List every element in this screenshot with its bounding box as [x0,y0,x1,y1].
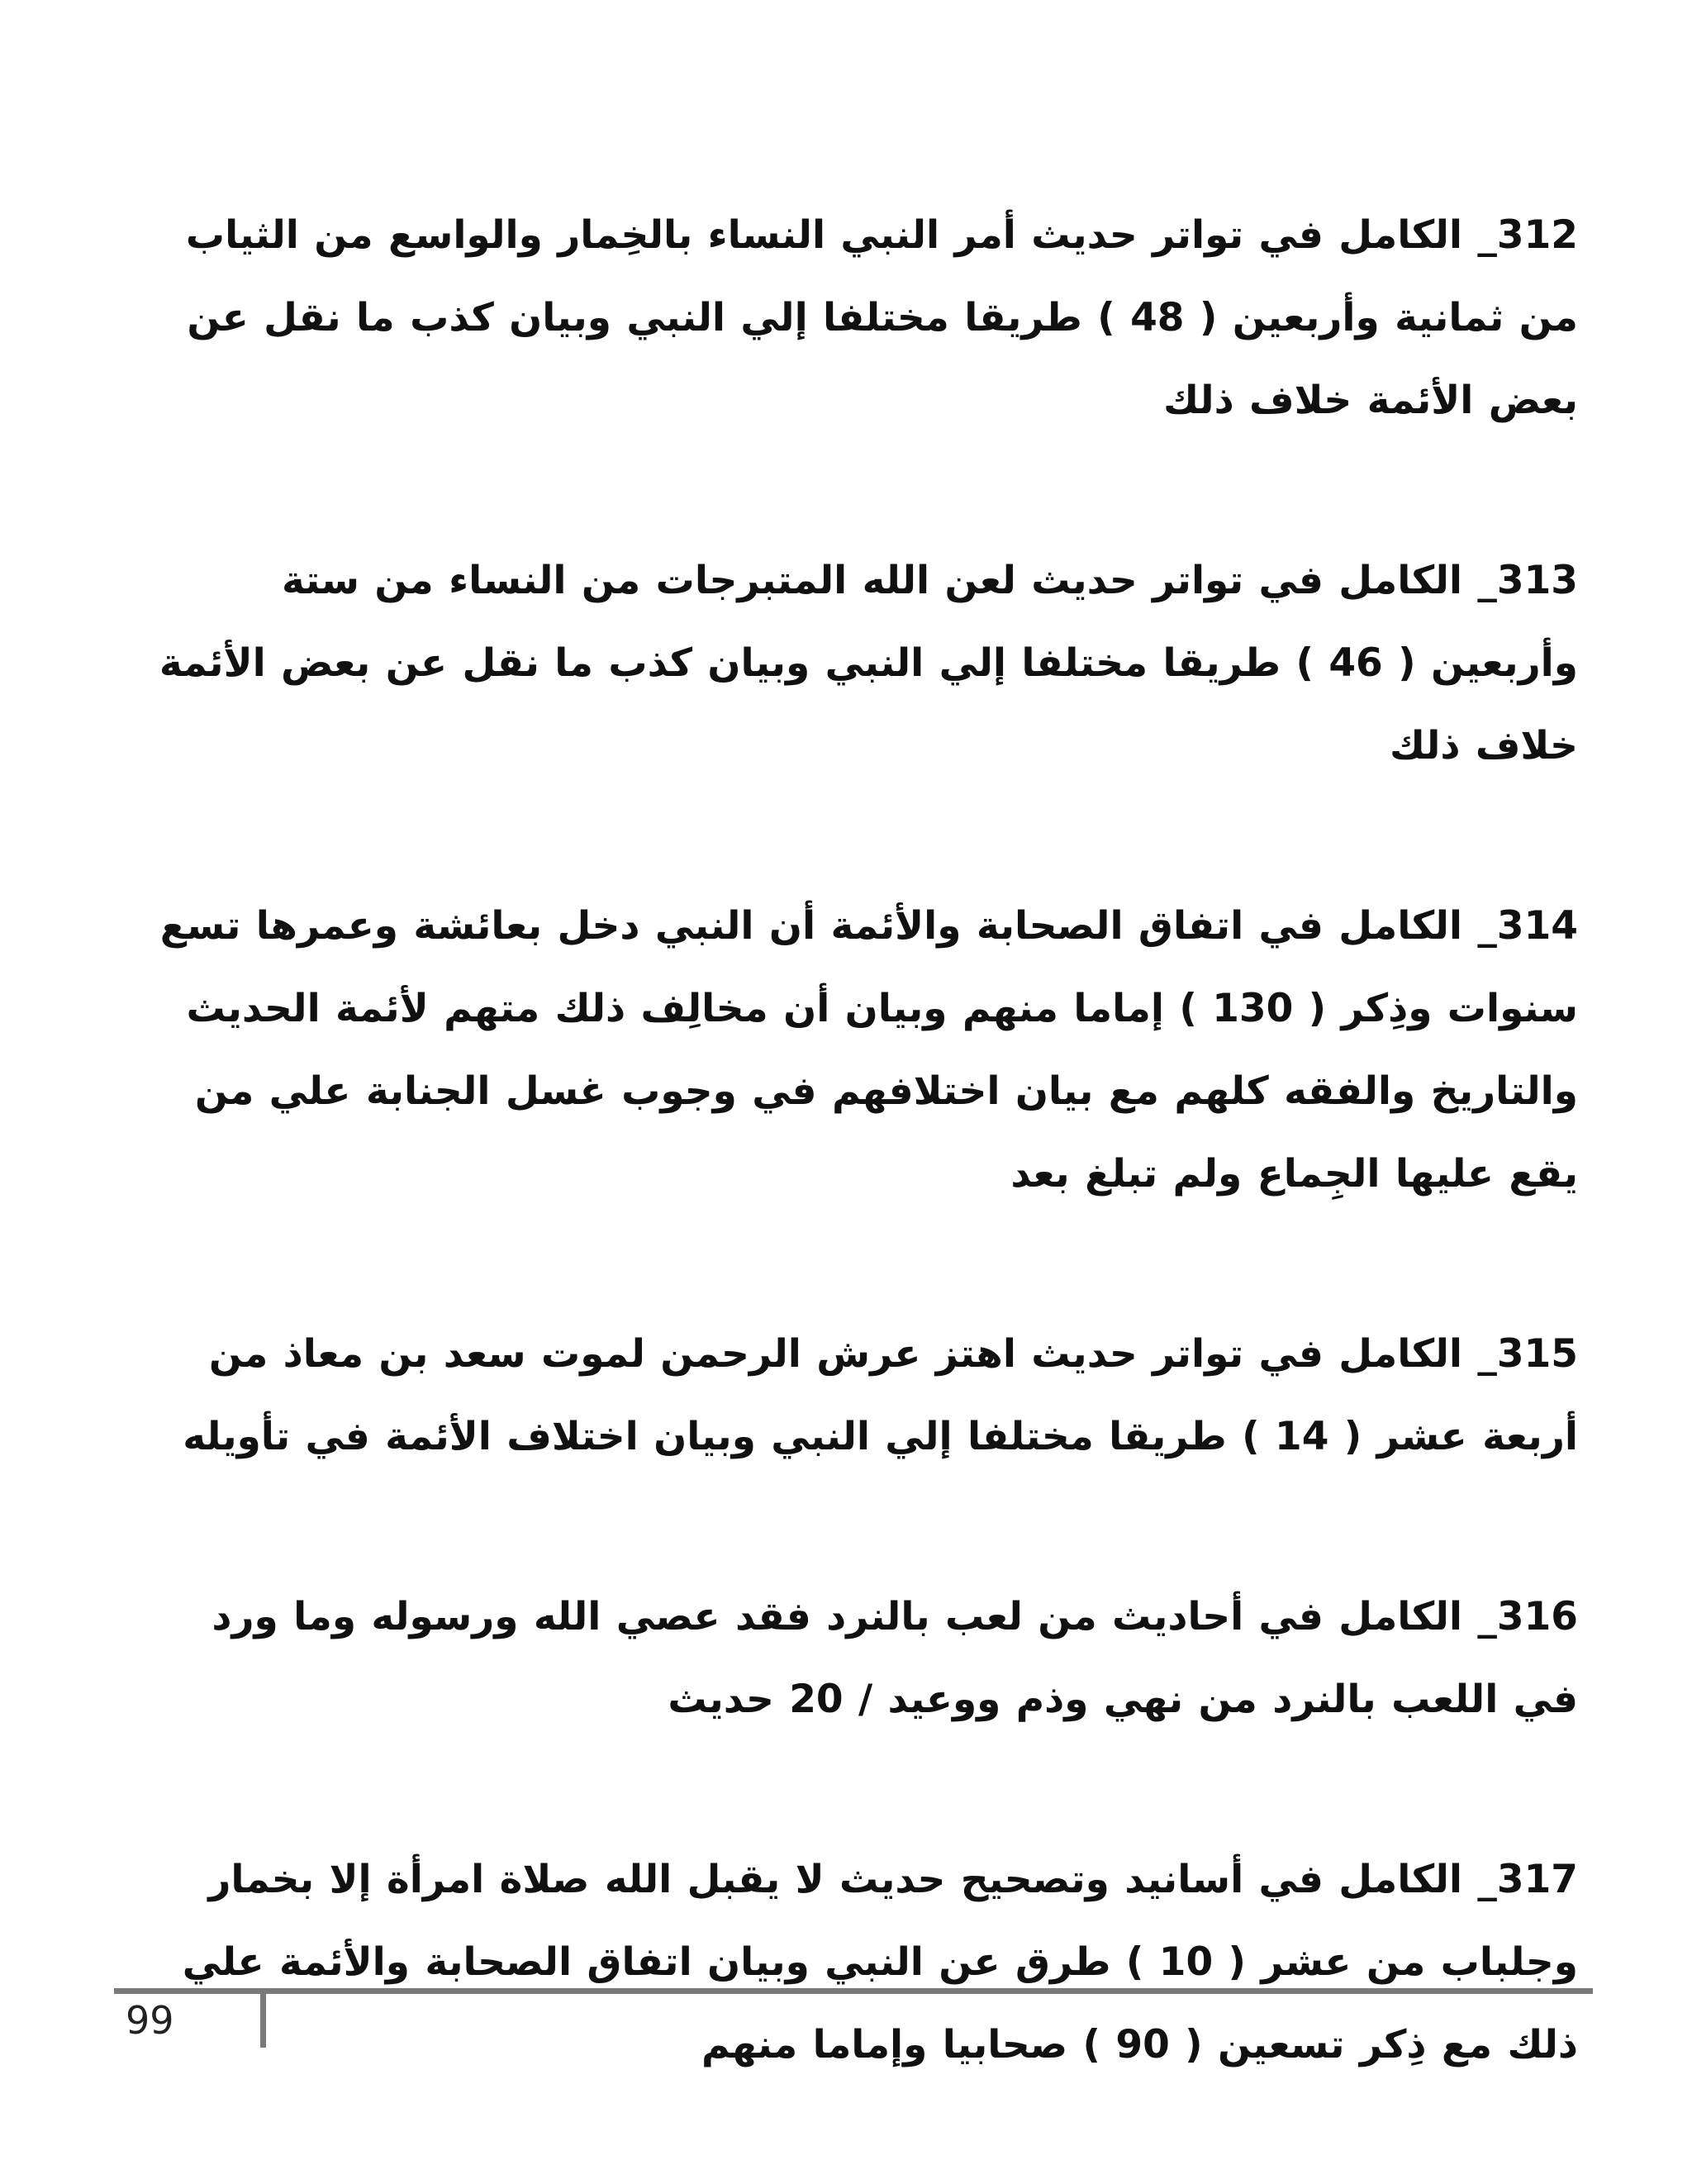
entry-315 [132,1313,1578,1478]
entry-text: 317_ الكامل في أسانيد وتصحيح حديث لا يقبل الله صلاة امرأة إلا بخمار وجلباب من عشر ( 10 ) طرق عن النبي وبيان اتفاق الصحابة والأئمة علي ذلك مع ذِكر تسعين ( 90 ) صحابيا وإماما منهم [182,1857,1578,2067]
entry-313 [132,540,1578,787]
entry-317 [132,1839,1578,2086]
footer-divider [114,1988,1593,1994]
entry-text: 314_ الكامل في اتفاق الصحابة والأئمة أن النبي دخل بعائشة وعمرها تسع سنوات وذِكر ( 130 ) إماما منهم وبيان أن مخالِف ذلك متهم لأئمة الحديث والتاريخ والفقه كلهم مع بيان اختلافهم في وجوب غسل الجنابة علي من يقع عليها الجِماع ولم تبلغ بعد [159,903,1578,1197]
entry-314 [132,885,1578,1216]
entry-312 [132,194,1578,442]
entry-text: 313_ الكامل في تواتر حديث لعن الله المتبرجات من النساء من ستة وأربعين ( 46 ) طريقا مختلفا إلي النبي وبيان كذب ما نقل عن بعض الأئمة خلاف ذلك [159,558,1578,768]
entry-text: 312_ الكامل في تواتر حديث أمر النبي النساء بالخِمار والواسع من الثياب من ثمانية وأربعين ( 48 ) طريقا مختلفا إلي النبي وبيان كذب ما نقل عن بعض الأئمة خلاف ذلك [185,212,1578,423]
footer-tick-divider [260,1991,266,2048]
entry-316 [132,1576,1578,1741]
entry-text: 316_ الكامل في أحاديث من لعب بالنرد فقد عصي الله ورسوله وما ورد في اللعب بالنرد من نهي وذم ووعيد / 20 حديث [212,1594,1578,1722]
page-number: 99 [126,1998,174,2043]
entry-text: 315_ الكامل في تواتر حديث اهتز عرش الرحمن لموت سعد بن معاذ من أربعة عشر ( 14 ) طريقا مختلفا إلي النبي وبيان اختلاف الأئمة في تأويله [183,1331,1578,1459]
entries-list [132,194,1578,2184]
